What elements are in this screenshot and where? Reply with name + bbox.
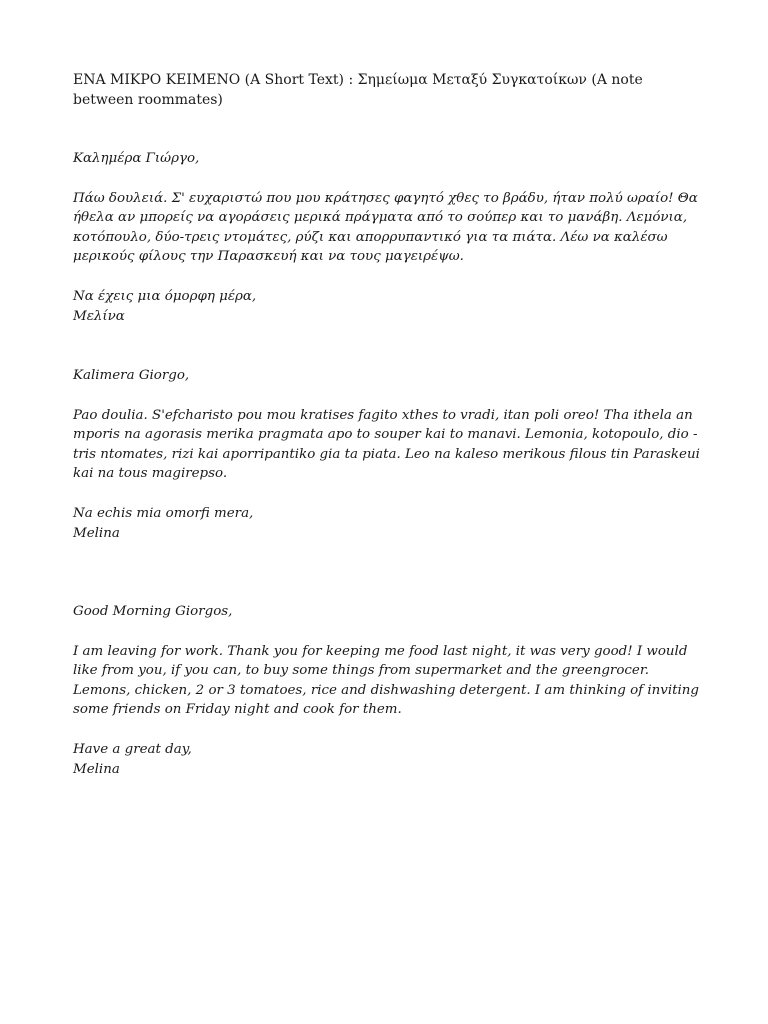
document-title: ΕΝΑ ΜΙΚΡΟ ΚΕΙΜΕΝΟ (A Short Text) : Σημείωμα Μεταξύ Συγκατοίκων (A note between roommates) bbox=[73, 72, 643, 108]
note-body: Πάω δουλειά. Σ' ευχαριστώ που μου κράτησες φαγητό χθες το βράδυ, ήταν πολύ ωραίο! Θα ήθελα αν μπορείς να αγοράσεις μερικά πράγματα από το σούπερ και το μανάβη. Λεμόνια, κοτόπουλο, δύο-τρεις ντομάτες, ρύζι και απορρυπαντικό για τα πιάτα. Λέω να καλέσω μερικούς φίλους την Παρασκευή και να τους μαγειρέψω. bbox=[73, 190, 698, 265]
note-greeting: Καλημέρα Γιώργο, bbox=[73, 151, 200, 166]
note-greeting: Good Morning Giorgos, bbox=[73, 604, 233, 619]
note-greeting: Kalimera Giorgo, bbox=[73, 368, 190, 383]
note-closing: Na echis mia omorfi mera, bbox=[73, 505, 254, 521]
note-english bbox=[73, 602, 703, 779]
note-closing: Να έχεις μια όμορφη μέρα, bbox=[73, 288, 257, 304]
note-closing: Have a great day, bbox=[73, 741, 192, 757]
note-greek bbox=[73, 149, 703, 326]
note-greeklish bbox=[73, 366, 703, 543]
note-body: I am leaving for work. Thank you for keeping me food last night, it was very good! I would like from you, if you can, to buy some things from supermarket and the greengrocer. Lemons, chicken, 2 or 3 tomatoes, rice and dishwashing detergent. I am thinking of inviting some friends on Friday night and cook for them. bbox=[73, 643, 699, 718]
note-body: Pao doulia. S'efcharisto pou mou kratises fagito xthes to vradi, itan poli oreo! Tha ithela an mporis na agorasis merika pragmata apo to souper kai to manavi. Lemonia, kotopoulo, dio -tris ntomates, rizi kai aporripantiko gia ta piata. Leo na kaleso merikous filous tin Paraskeui kai na tous magirepso. bbox=[73, 407, 700, 482]
note-signature: Melina bbox=[73, 525, 120, 541]
note-signature: Melina bbox=[73, 761, 120, 777]
note-signature: Μελίνα bbox=[73, 308, 125, 324]
